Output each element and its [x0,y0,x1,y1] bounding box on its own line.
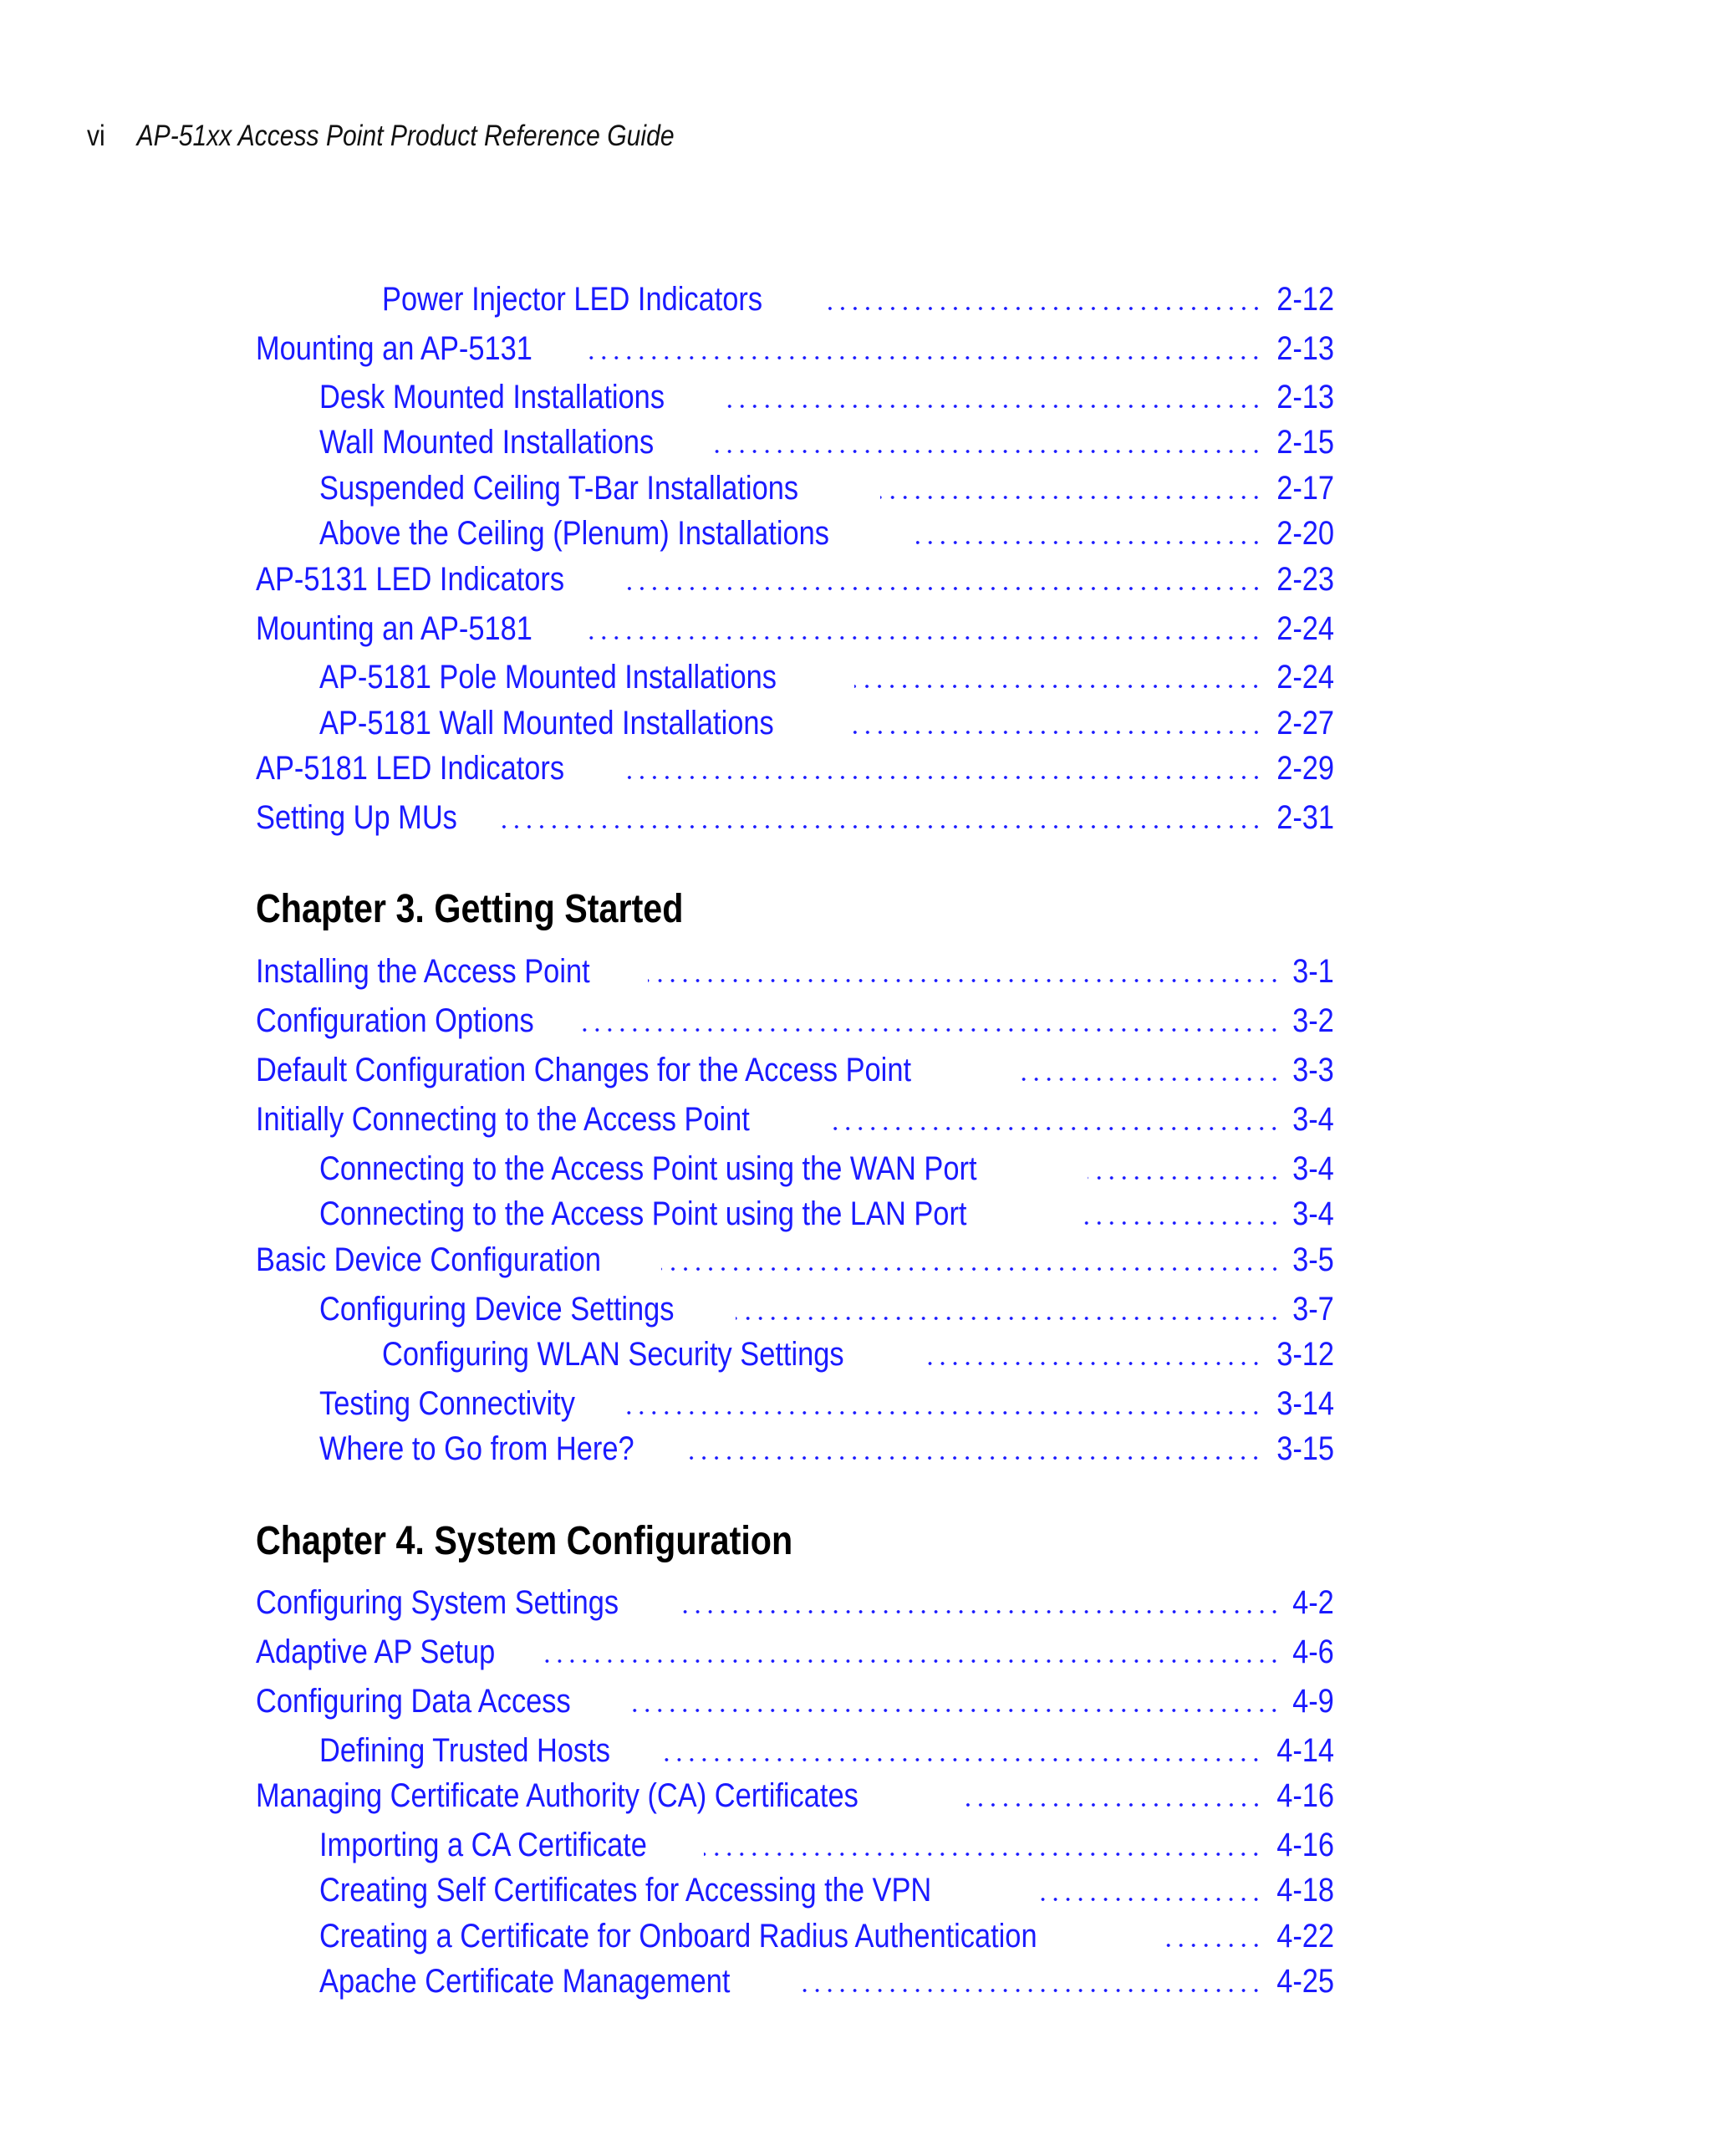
toc-entry-title: Basic Device Configuration [256,1241,602,1278]
toc-entry-title: Importing a CA Certificate [319,1827,647,1863]
dot-leader [852,731,1262,734]
toc-entry-page: 2-27 [1276,705,1334,742]
toc-entry-page: 2-13 [1276,379,1334,415]
dot-leader [581,356,1262,359]
toc-entry-title: Suspended Ceiling T-Bar Installations [319,470,799,507]
toc-entry-title: Above the Ceiling (Plenum) Installations [319,515,829,552]
toc-entry-page: 4-18 [1276,1872,1334,1909]
dot-leader [689,1456,1262,1460]
toc-entry[interactable] [256,1098,1334,1141]
dot-leader [625,1709,1281,1712]
dot-leader [1035,1898,1262,1901]
toc-entry-title: Wall Mounted Installations [319,424,655,461]
toc-entry[interactable] [319,1868,1334,1912]
toc-entry[interactable] [382,278,1334,321]
toc-entry-page: 2-17 [1276,470,1334,507]
toc-entry-page: 4-25 [1276,1963,1334,2000]
toc-entry-title: Configuration Options [256,1002,534,1039]
toc-entry-title: Connecting to the Access Point using the WAN Port [319,1150,977,1187]
toc-entry-title: Configuring System Settings [256,1584,619,1621]
toc-entry-page: 2-15 [1276,424,1334,461]
toc-entry-page: 2-20 [1276,515,1334,552]
toc-entry[interactable] [256,747,1334,790]
toc-entry-page: 2-13 [1276,330,1334,367]
toc-entry[interactable] [256,327,1334,370]
toc-entry-page: 4-16 [1276,1827,1334,1863]
toc-entry-page: 3-5 [1292,1241,1334,1278]
dot-leader [620,1411,1262,1414]
toc-entry-page: 4-2 [1292,1584,1334,1621]
chapter-heading: Chapter 4. System Configuration [256,1519,793,1563]
toc-entry-title: Initially Connecting to the Access Point [256,1101,750,1138]
toc-entry[interactable] [256,1238,1334,1282]
toc-entry-page: 4-16 [1276,1777,1334,1814]
toc-entry[interactable] [319,1914,1334,1958]
dot-leader [801,1989,1262,1992]
toc-entry-page: 2-23 [1276,561,1334,598]
toc-entry-title: Connecting to the Access Point using the LAN Port [319,1195,967,1232]
toc-entry[interactable] [256,950,1334,993]
toc-entry-page: 4-14 [1276,1732,1334,1769]
dot-leader [1088,1176,1281,1180]
dot-leader [619,776,1262,779]
toc-entry-title: Desk Mounted Installations [319,379,665,415]
toc-entry-page: 3-14 [1276,1385,1334,1422]
toc-entry-title: Power Injector LED Indicators [382,281,763,318]
toc-entry[interactable] [319,420,1334,464]
dot-leader [494,825,1262,828]
toc-entry[interactable] [319,466,1334,510]
dot-leader [960,1803,1262,1807]
dot-leader [661,1758,1262,1761]
toc-entry-title: Creating a Certificate for Onboard Radius Authentication [319,1918,1037,1955]
toc-entry-page: 3-15 [1276,1430,1334,1467]
toc-entry-title: AP-5181 Wall Mounted Installations [319,705,774,742]
toc-entry[interactable] [256,1581,1334,1624]
dot-leader [1022,1078,1281,1081]
toc-entry[interactable] [256,607,1334,650]
dot-leader [661,1267,1281,1271]
dot-leader [648,979,1281,982]
toc-entry-page: 2-29 [1276,750,1334,787]
dot-leader [725,405,1262,408]
guide-title: AP-51xx Access Point Product Reference Guide [136,120,675,152]
toc-entry-page: 2-24 [1276,610,1334,647]
toc-entry-title: Configuring Data Access [256,1683,571,1720]
dot-leader [916,541,1262,544]
toc-entry[interactable] [256,999,1334,1042]
toc-entry[interactable] [319,512,1334,555]
toc-entry[interactable] [256,1048,1334,1092]
table-of-contents [256,0,1334,2156]
toc-entry-title: AP-5131 LED Indicators [256,561,565,598]
toc-entry-title: Managing Certificate Authority (CA) Certificates [256,1777,859,1814]
toc-entry-page: 3-2 [1292,1002,1334,1039]
toc-entry-page: 3-4 [1292,1150,1334,1187]
toc-entry[interactable] [319,701,1334,745]
dot-leader [880,496,1262,499]
toc-entry-page: 3-7 [1292,1291,1334,1328]
toc-entry-title: Installing the Access Point [256,953,590,990]
toc-entry[interactable] [319,1192,1334,1236]
toc-entry[interactable] [256,1774,1334,1817]
toc-entry[interactable] [256,1630,1334,1674]
toc-entry-title: Configuring WLAN Security Settings [382,1336,844,1373]
toc-entry-title: AP-5181 Pole Mounted Installations [319,659,777,696]
toc-entry-title: Setting Up MUs [256,799,457,836]
toc-entry-page: 2-24 [1276,659,1334,696]
toc-entry-title: Mounting an AP-5131 [256,330,532,367]
dot-leader [712,450,1262,453]
dot-leader [854,685,1262,688]
toc-entry-title: Defining Trusted Hosts [319,1732,610,1769]
toc-entry-page: 3-3 [1292,1052,1334,1088]
page-number: vi [87,120,105,152]
toc-entry[interactable] [319,1960,1334,2003]
toc-entry[interactable] [319,375,1334,419]
dot-leader [581,636,1262,640]
toc-entry-page: 2-31 [1276,799,1334,836]
toc-entry-page: 3-1 [1292,953,1334,990]
toc-entry[interactable] [256,796,1334,839]
toc-entry-title: Mounting an AP-5181 [256,610,532,647]
toc-entry-title: Where to Go from Here? [319,1430,634,1467]
dot-leader [1158,1944,1262,1947]
toc-entry-title: Apache Certificate Management [319,1963,731,2000]
toc-entry-page: 4-6 [1292,1634,1334,1670]
toc-entry[interactable] [319,1382,1334,1425]
toc-entry[interactable] [319,1823,1334,1867]
chapter-heading: Chapter 3. Getting Started [256,887,684,931]
toc-entry[interactable] [256,1679,1334,1723]
toc-entry-page: 4-9 [1292,1683,1334,1720]
toc-entry-title: Default Configuration Changes for the Access Point [256,1052,912,1088]
toc-entry[interactable] [382,1333,1334,1376]
toc-entry-title: Testing Connectivity [319,1385,575,1422]
toc-entry-title: Adaptive AP Setup [256,1634,496,1670]
toc-entry[interactable] [319,1147,1334,1190]
toc-entry-page: 4-22 [1276,1918,1334,1955]
toc-entry-page: 2-12 [1276,281,1334,318]
toc-entry[interactable] [256,558,1334,601]
toc-entry-title: Creating Self Certificates for Accessing the VPN [319,1872,932,1909]
toc-entry-page: 3-12 [1276,1336,1334,1373]
dot-leader [1076,1221,1281,1225]
dot-leader [704,1853,1262,1856]
dot-leader [583,1028,1281,1032]
toc-entry-title: Configuring Device Settings [319,1291,675,1328]
toc-entry[interactable] [319,1427,1334,1470]
dot-leader [538,1659,1281,1663]
toc-entry-title: AP-5181 LED Indicators [256,750,565,787]
toc-entry-page: 3-4 [1292,1101,1334,1138]
toc-entry[interactable] [319,655,1334,699]
toc-entry[interactable] [319,1287,1334,1331]
dot-leader [619,587,1262,590]
dot-leader [923,1362,1262,1365]
toc-entry-page: 3-4 [1292,1195,1334,1232]
dot-leader [736,1317,1281,1320]
toc-entry[interactable] [319,1729,1334,1772]
dot-leader [833,1127,1281,1130]
dot-leader [828,307,1262,310]
dot-leader [681,1610,1281,1613]
